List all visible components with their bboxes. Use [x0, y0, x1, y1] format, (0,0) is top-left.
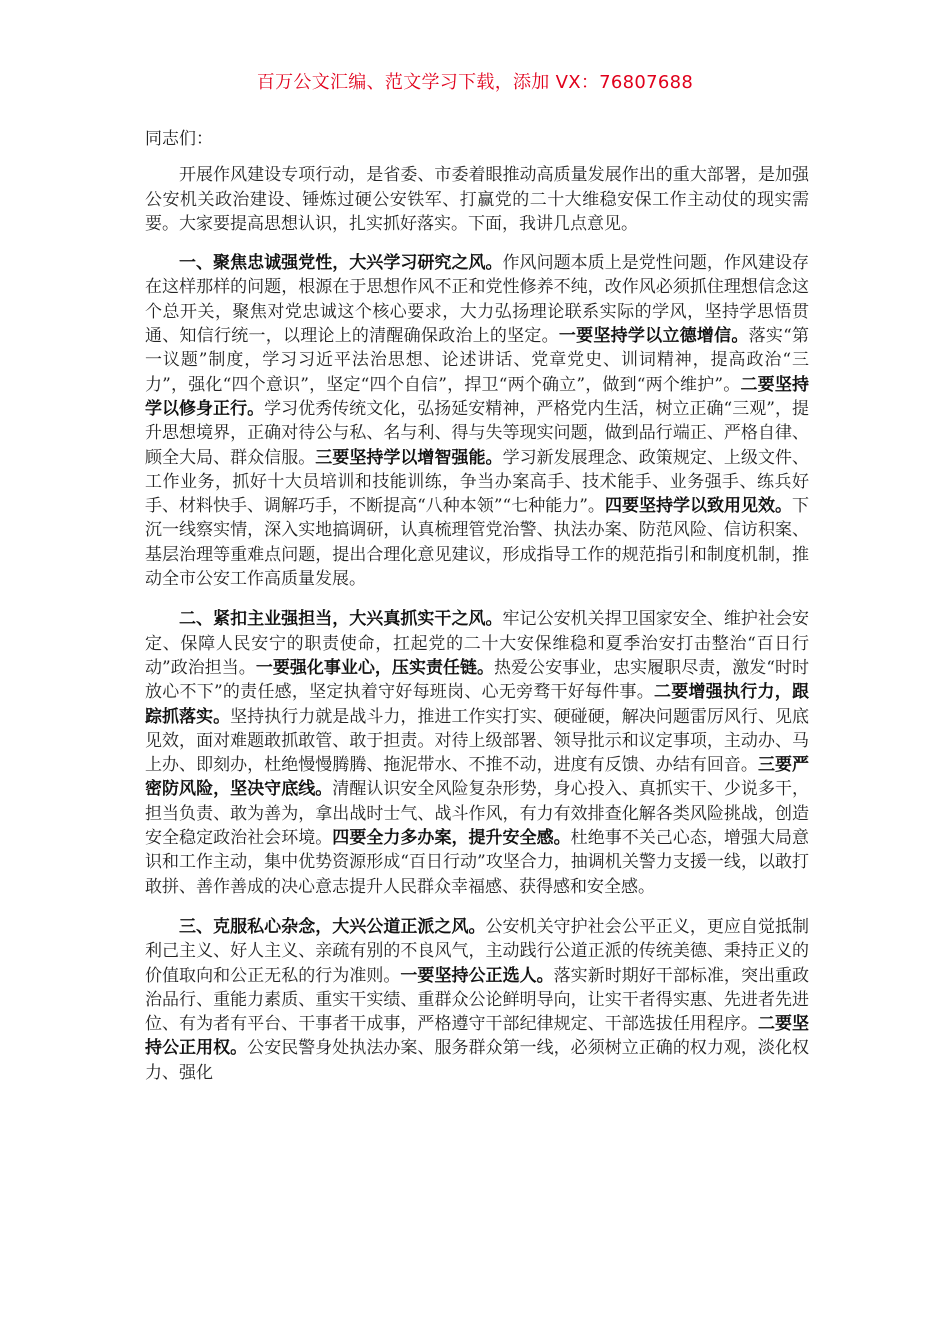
section-1-text: 作风问题本质上是党性问题，作风建设存在这样那样的问题，根源在于思想作风不正和党性修养不纯，改作风必须抓住理想信念这个总开关，聚焦对党忠诚这个核心要求，大力弘扬理论联系实际的学风，坚持学思悟贯通、知信行统一，以理论上的清醒确保政治上的坚定。 [145, 253, 810, 347]
section-3-text: 落实新时期好干部标准，突出重政治品行、重能力素质、重实干实绩、重群众公论鲜明导向，让实干者得实惠、先进者先进位、有为者有平台、干事者干成事，严格遵守干部纪律规定、干部选拔任用程序。 [145, 965, 810, 1035]
section-1-heading: 一、聚焦忠诚强党性，大兴学习研究之风。 [179, 253, 503, 274]
section-3-heading: 三、克服私心杂念，大兴公道正派之风。 [179, 916, 486, 937]
section-2-text: 杜绝事不关己心态，增强大局意识和工作主动，集中优势资源形成“百日行动”攻坚合力，抽调机关警力支援一线，以敢打敢拼、善作善成的决心意志提升人民群众幸福感、获得感和安全感。 [145, 828, 810, 897]
section-1-point-1: 一要坚持学以立德增信。 [558, 326, 749, 347]
intro-paragraph: 开展作风建设专项行动，是省委、市委着眼推动高质量发展作出的重大部署，是加强公安机关政治建设、锤炼过硬公安铁军、打赢党的二十大维稳安保工作主动仗的现实需要。大家要提高思想认识，扎实抓好落实。下面，我讲几点意见。 [145, 165, 809, 234]
section-1-point-2: 二要坚持学以修身正行。 [145, 374, 810, 419]
section-1-point-3: 三要坚持学以增智强能。 [315, 447, 503, 468]
section-2-text: 清醒认识安全风险复杂形势，身心投入、真抓实干、少说多干，担当负责、敢为善为，拿出战时士气、战斗作风，有力有效排查化解各类风险挑战，创造安全稳定政治社会环境。 [145, 779, 810, 849]
section-2-point-2: 二要增强执行力，跟踪抓落实。 [145, 682, 809, 727]
section-1-text: 学习新发展理念、政策规定、上级文件、工作业务，抓好十大员培训和技能训练，争当办案高手、技术能手、业务强手、练兵好手、材料快手、调解巧手，不断提高“八种本领”“七种能力”。 [145, 447, 810, 517]
section-2-point-1: 一要强化事业心，压实责任链。 [255, 657, 495, 678]
section-3-point-2: 二要坚持公正用权。 [145, 1014, 810, 1059]
section-2-heading: 二、紧扣主业强担当，大兴真抓实干之风。 [179, 609, 503, 630]
section-2-point-4: 四要全力多办案，提升安全感。 [332, 828, 571, 849]
section-3-text: 公安民警身处执法办案、服务群众第一线，必须树立正确的权力观，淡化权力、强化 [145, 1038, 810, 1083]
section-2-point-3: 三要严密防风险，坚决守底线。 [145, 755, 810, 800]
section-1-text: 落实“第一议题”制度，学习习近平法治思想、论述讲话、党章党史、训词精神，提高政治“三力”，强化“四个意识”，坚定“四个自信”，捍卫“两个确立”，做到“两个维护”。 [145, 326, 810, 395]
document-body [145, 127, 809, 1098]
watermark-header: 百万公文汇编、范文学习下载，添加 VX：76807688 [256, 72, 694, 93]
section-1-paragraph [145, 251, 809, 591]
section-3-point-1: 一要坚持公正选人。 [400, 965, 554, 986]
section-3-text: 公安机关守护社会公平正义，更应自觉抵制利己主义、好人主义、亲疏有别的不良风气，主动践行公道正派的传统美德、秉持正义的价值取向和公正无私的行为准则。 [145, 916, 809, 986]
section-1-text: 下沉一线察实情，深入实地搞调研，认真梳理管党治警、执法办案、防范风险、信访积案、基层治理等重难点问题，提出合理化意见建议，形成指导工作的规范指引和制度机制，推动全市公安工作高质量发展。 [145, 496, 810, 590]
section-1-text: 学习优秀传统文化，弘扬延安精神，严格党内生活，树立正确“三观”，提升思想境界，正确对待公与私、名与利、得与失等现实问题，做到品行端正、严格自律、顾全大局、群众信服。 [145, 398, 809, 468]
section-2-text: 热爱公安事业，忠实履职尽责，激发“时时放心不下”的责任感，坚定执着守好每班岗、心无旁骛干好每件事。 [145, 657, 809, 703]
section-1-point-4: 四要坚持学以致用见效。 [604, 496, 793, 517]
salutation: 同志们： [145, 129, 213, 149]
section-3-paragraph [145, 915, 809, 1085]
section-2-paragraph [145, 607, 809, 899]
section-2-text: 坚持执行力就是战斗力，推进工作实打实、硬碰硬，解决问题雷厉风行、见底见效，面对难题敢抓敢管、敢于担责。对待上级部署、领导批示和议定事项，主动办、马上办、即刻办，杜绝慢慢腾腾、拖泥带水、不推不动，进度有反馈、办结有回音。 [145, 706, 810, 776]
section-2-text: 牢记公安机关捍卫国家安全、维护社会安定、保障人民安宁的职责使命，扛起党的二十大安保维稳和夏季治安打击整治“百日行动”政治担当。 [145, 609, 810, 678]
